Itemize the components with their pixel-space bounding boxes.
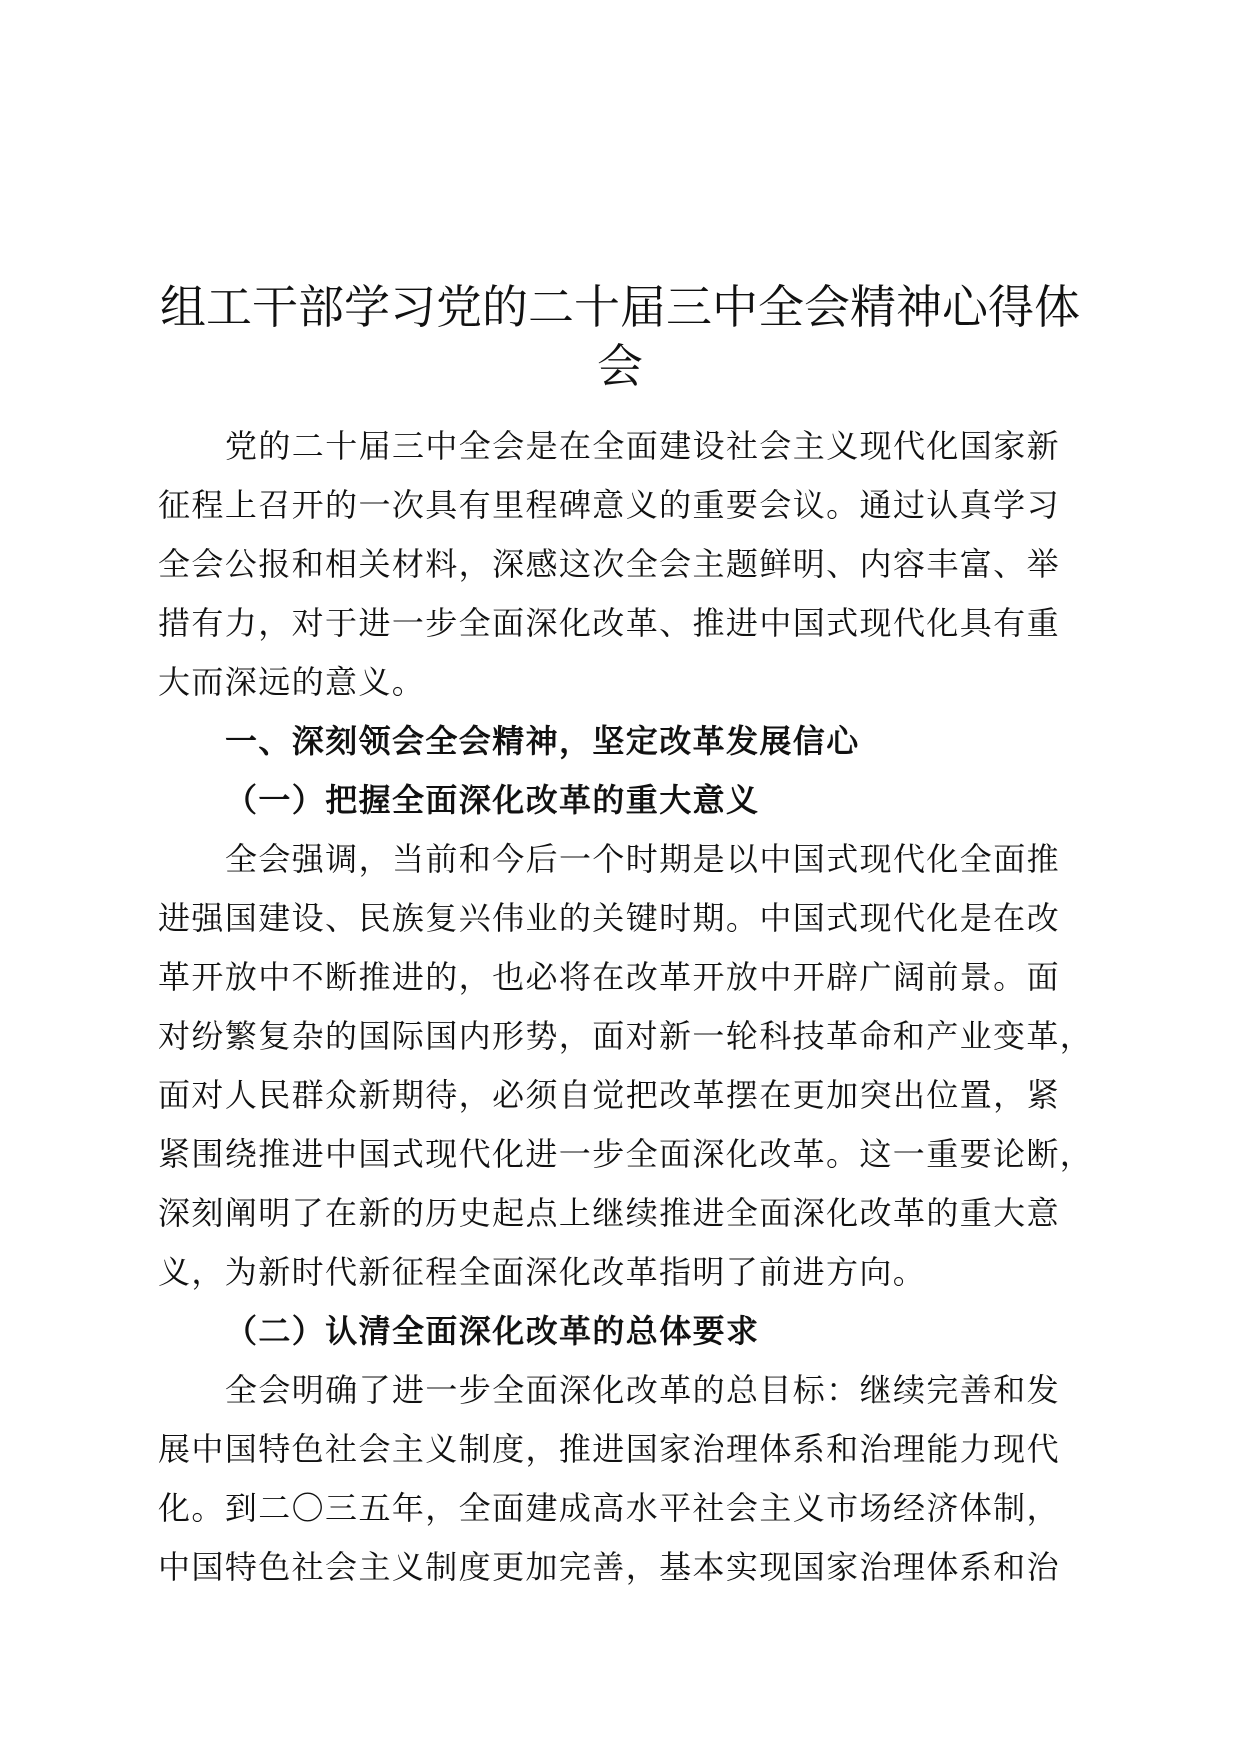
paragraph-line: 全会强调，当前和今后一个时期是以中国式现代化全面推 <box>225 840 1061 878</box>
subsection-heading: （一）把握全面深化改革的重大意义 <box>225 781 760 819</box>
paragraph-line: 全会明确了进一步全面深化改革的总目标：继续完善和发 <box>225 1371 1061 1409</box>
paragraph-line: 征程上召开的一次具有里程碑意义的重要会议。通过认真学习 <box>158 486 1060 524</box>
document-body <box>158 417 1094 1597</box>
paragraph-line: 展中国特色社会主义制度，推进国家治理体系和治理能力现代 <box>158 1430 1060 1468</box>
paragraph-line: 深刻阐明了在新的历史起点上继续推进全面深化改革的重大意 <box>158 1194 1060 1232</box>
subsection-2-paragraph <box>158 1361 1060 1597</box>
paragraph-line: 措有力，对于进一步全面深化改革、推进中国式现代化具有重 <box>158 604 1060 642</box>
intro-paragraph <box>158 417 1060 712</box>
paragraph-line: 对纷繁复杂的国际国内形势，面对新一轮科技革命和产业变革， <box>158 1017 1094 1055</box>
paragraph-line: 全会公报和相关材料，深感这次全会主题鲜明、内容丰富、举 <box>158 545 1060 583</box>
paragraph-line: 化。到二〇三五年，全面建成高水平社会主义市场经济体制， <box>158 1489 1060 1527</box>
paragraph-line: 紧围绕推进中国式现代化进一步全面深化改革。这一重要论断， <box>158 1135 1094 1173</box>
paragraph-line: 中国特色社会主义制度更加完善，基本实现国家治理体系和治 <box>158 1548 1060 1586</box>
paragraph-line: 面对人民群众新期待，必须自觉把改革摆在更加突出位置，紧 <box>158 1076 1060 1114</box>
subsection-heading: （二）认清全面深化改革的总体要求 <box>225 1312 760 1350</box>
paragraph-line: 进强国建设、民族复兴伟业的关键时期。中国式现代化是在改 <box>158 899 1060 937</box>
section-heading: 一、深刻领会全会精神，坚定改革发展信心 <box>225 722 860 760</box>
paragraph-line: 大而深远的意义。 <box>158 663 426 701</box>
paragraph-line: 义，为新时代新征程全面深化改革指明了前进方向。 <box>158 1253 927 1291</box>
paragraph-line: 党的二十届三中全会是在全面建设社会主义现代化国家新 <box>225 427 1061 465</box>
paragraph-line: 革开放中不断推进的，也必将在改革开放中开辟广阔前景。面 <box>158 958 1060 996</box>
document-title: 组工干部学习党的二十届三中全会精神心得体会 <box>160 280 1080 393</box>
subsection-1-paragraph <box>158 830 1094 1302</box>
